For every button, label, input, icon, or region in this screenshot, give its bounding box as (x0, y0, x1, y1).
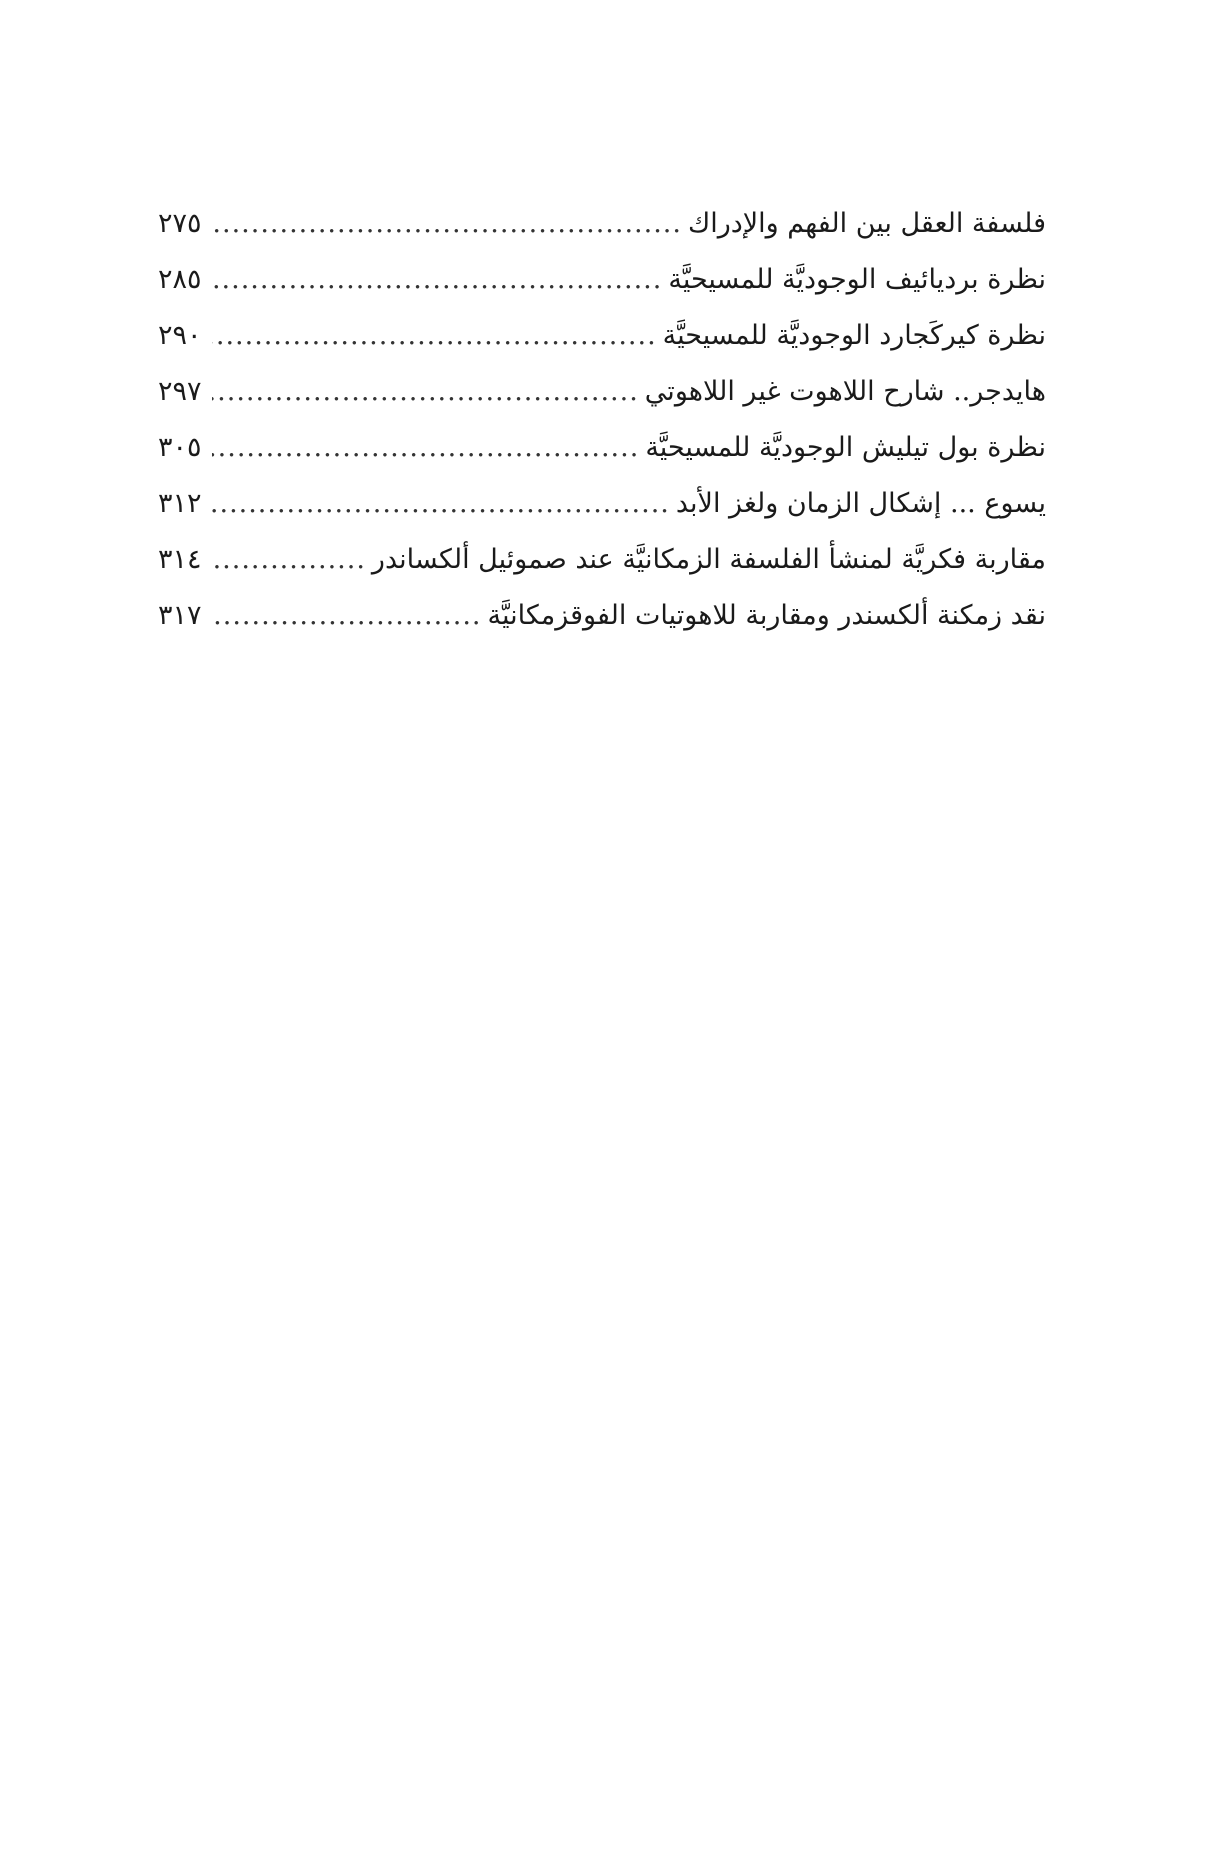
toc-entry-page: ٣١٤ (158, 544, 202, 575)
toc-entry-page: ٢٩٠ (158, 320, 202, 351)
toc-entry-page: ٣١٧ (158, 600, 202, 631)
toc-entry-title: نظرة برديائيف الوجوديَّة للمسيحيَّة (668, 264, 1046, 295)
toc-entry[interactable] (158, 588, 1046, 644)
toc-dot-leader (212, 308, 657, 364)
toc-entry[interactable] (158, 308, 1046, 364)
toc-entry-title: مقاربة فكريَّة لمنشأ الفلسفة الزمكانيَّة عند صموئيل ألكساندر (371, 544, 1046, 575)
toc-dot-leader (212, 532, 366, 588)
toc-entry-title: نقد زمكنة ألكسندر ومقاربة للاهوتيات الفوقزمكانيَّة (487, 600, 1046, 631)
toc-dot-leader (212, 364, 639, 420)
toc-entry-title: هايدجر.. شارح اللاهوت غير اللاهوتي (644, 376, 1046, 407)
toc-dot-leader (212, 252, 662, 308)
toc-dot-leader (212, 196, 682, 252)
toc-entry[interactable] (158, 476, 1046, 532)
toc-entry[interactable] (158, 196, 1046, 252)
table-of-contents (158, 196, 1046, 644)
toc-entry-title: نظرة كيركَجارد الوجوديَّة للمسيحيَّة (662, 320, 1046, 351)
toc-dot-leader (212, 420, 639, 476)
toc-dot-leader (212, 588, 482, 644)
toc-entry-page: ٣٠٥ (158, 432, 202, 463)
toc-entry-title: يسوع ... إشكال الزمان ولغز الأبد (675, 488, 1046, 519)
toc-entry[interactable] (158, 364, 1046, 420)
toc-entry[interactable] (158, 532, 1046, 588)
toc-entry-page: ٢٩٧ (158, 376, 202, 407)
toc-entry-page: ٢٨٥ (158, 264, 202, 295)
toc-entry-page: ٣١٢ (158, 488, 202, 519)
toc-entry-title: فلسفة العقل بين الفهم والإدراك (687, 208, 1046, 239)
toc-entry[interactable] (158, 420, 1046, 476)
toc-entry-page: ٢٧٥ (158, 208, 202, 239)
toc-entry[interactable] (158, 252, 1046, 308)
toc-entry-title: نظرة بول تيليش الوجوديَّة للمسيحيَّة (645, 432, 1046, 463)
toc-dot-leader (212, 476, 670, 532)
